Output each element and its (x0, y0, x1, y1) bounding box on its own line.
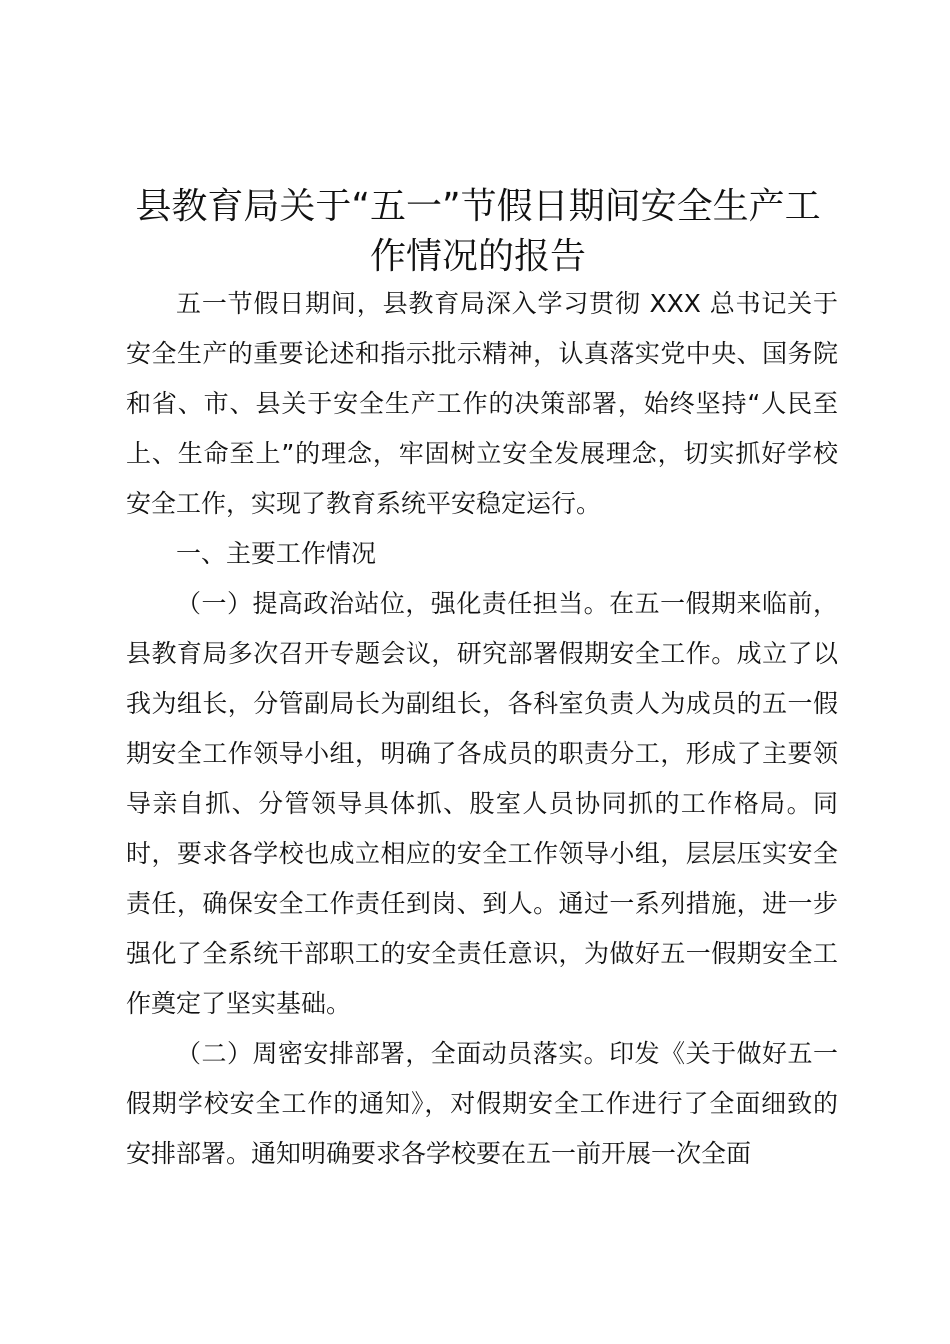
paragraph-responsibility: （一）提高政治站位，强化责任担当。在五一假期来临前，县教育局多次召开专题会议，研究部署假期安全工作。成立了以我为组长，分管副局长为副组长，各科室负责人为成员的五一假期安全工作领导小组，明确了各成员的职责分工，形成了主要领导亲自抓、分管领导具体抓、股室人员协同抓的工作格局。同时，要求各学校也成立相应的安全工作领导小组，层层压实安全责任，确保安全工作责任到岗、到人。通过一系列措施，进一步强化了全系统干部职工的安全责任意识，为做好五一假期安全工作奠定了坚实基础。 (126, 589, 838, 1018)
document-title: 县教育局关于“五一”节假日期间安全生产工作情况的报告 (135, 186, 821, 277)
document-body (126, 279, 838, 1179)
paragraph-deployment: （二）周密安排部署，全面动员落实。印发《关于做好五一假期学校安全工作的通知》，对假期安全工作进行了全面细致的安排部署。通知明确要求各学校要在五一前开展一次全面 (126, 1039, 838, 1168)
intro-paragraph: 五一节假日期间，县教育局深入学习贯彻 XXX 总书记关于安全生产的重要论述和指示批示精神，认真落实党中央、国务院和省、市、县关于安全生产工作的决策部署，始终坚持“人民至上、生命至上”的理念，牢固树立安全发展理念，切实抓好学校安全工作，实现了教育系统平安稳定运行。 (126, 289, 838, 518)
section-heading-main-work: 一、主要工作情况 (176, 539, 377, 568)
